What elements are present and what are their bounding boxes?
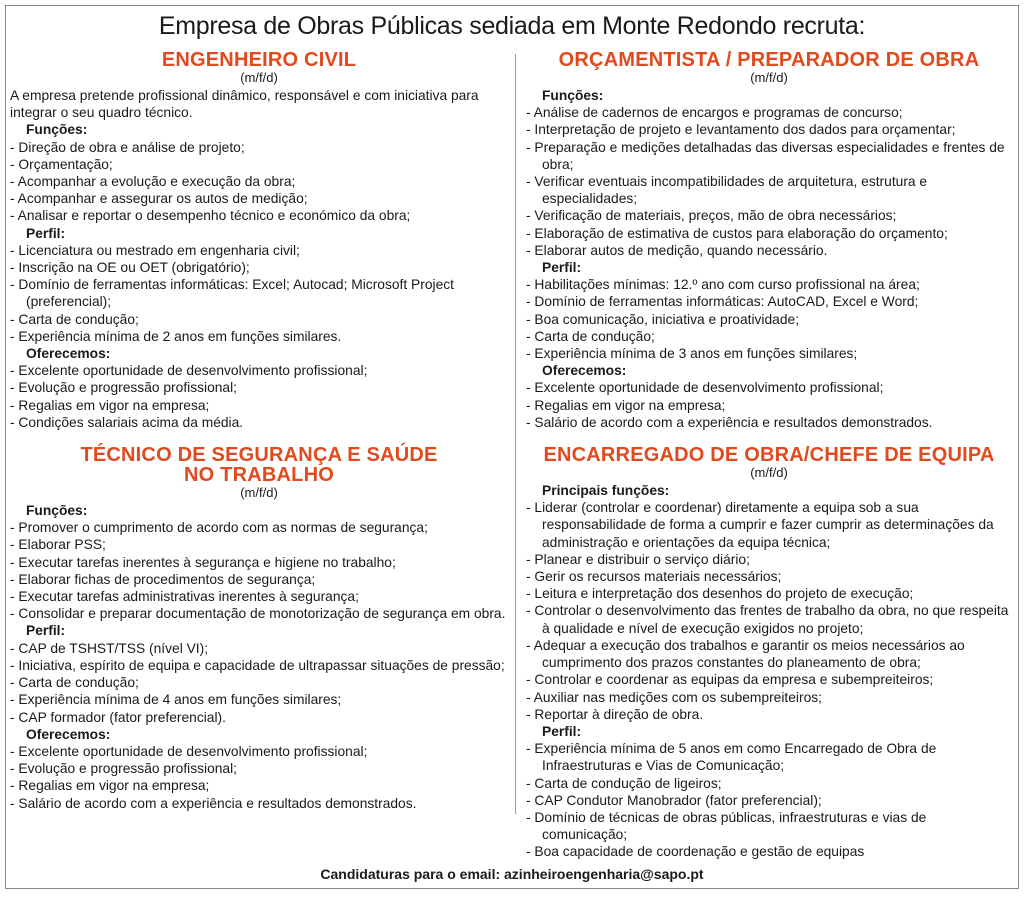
list-item: - Boa capacidade de coordenação e gestão de equipas [526, 844, 865, 860]
list-item: - CAP de TSHST/TSS (nível VI); [10, 640, 209, 656]
list-item: - Controlar e coordenar as equipas da empresa e subempreiteiros; [526, 672, 934, 688]
list-item: - Planear e distribuir o serviço diário; [526, 551, 750, 567]
list-item: - Reportar à direção de obra. [526, 706, 704, 722]
list-item: - Executar tarefas administrativas inerentes à segurança; [10, 589, 359, 605]
list-item: - Orçamentação; [10, 156, 113, 172]
list-item: - Verificação de materiais, preços, mão de obra necessários; [526, 208, 897, 224]
gender-note: (m/f/d) [750, 70, 788, 85]
list-item: - Executar tarefas inerentes à segurança e higiene no trabalho; [10, 554, 396, 570]
list-item: - Liderar (controlar e coordenar) diretamente a equipa sob a sua responsabilidade de forma a cumprir e fazer cumprir as determinações da administração e orientações da equipa técnica; [526, 500, 994, 550]
list-item: - Evolução e progressão profissional; [10, 380, 238, 396]
list-item: - Condições salariais acima da média. [10, 414, 244, 430]
list-item: - Regalias em vigor na empresa; [10, 778, 210, 794]
list-perfil [526, 276, 1012, 362]
list-item: - Excelente oportunidade de desenvolvimento profissional; [10, 743, 368, 759]
list-funcoes [526, 104, 1012, 259]
column-divider [515, 54, 516, 814]
list-item: - Excelente oportunidade de desenvolvimento profissional; [10, 363, 368, 379]
list-item: - Adequar a execução dos trabalhos e garantir os meios necessários ao cumprimento dos prazos constantes do planeamento de obra; [526, 637, 965, 671]
section-funcoes: Funções: [542, 88, 604, 103]
list-item: - Experiência mínima de 4 anos em funções similares; [10, 692, 342, 708]
application-email: Candidaturas para o email: azinheiroengenharia@sapo.pt [320, 866, 704, 882]
section-perfil: Perfil: [542, 723, 582, 739]
list-item: - Promover o cumprimento de acordo com as normas de segurança; [10, 520, 428, 536]
list-oferecemos [10, 362, 508, 431]
list-item: - CAP Condutor Manobrador (fator preferencial); [526, 792, 822, 808]
list-item: - Elaborar fichas de procedimentos de segurança; [10, 571, 316, 587]
list-item: - Inscrição na OE ou OET (obrigatório); [10, 260, 250, 276]
job-orcamentista [526, 50, 1012, 431]
list-perfil [10, 242, 508, 345]
list-item: - Auxiliar nas medições com os subempreiteiros; [526, 689, 822, 705]
list-item: - Carta de condução; [10, 311, 139, 327]
job-title-line1: TÉCNICO DE SEGURANÇA E SAÚDE [80, 444, 438, 467]
list-item: - Regalias em vigor na empresa; [10, 397, 210, 413]
right-column [526, 50, 1012, 862]
list-item: - Análise de cadernos de encargos e programas de concurso; [526, 105, 903, 121]
job-title: ORÇAMENTISTA / PREPARADOR DE OBRA [558, 49, 980, 71]
list-item: - Gerir os recursos materiais necessários; [526, 569, 782, 585]
list-perfil [10, 640, 508, 726]
section-funcoes: Funções: [26, 503, 88, 519]
list-item: - Experiência mínima de 5 anos em como Encarregado de Obra de Infraestruturas e Vias de Comunicação; [526, 741, 937, 774]
job-title-line2: NO TRABALHO [184, 464, 334, 487]
list-item: - Verificar eventuais incompatibilidades de arquitetura, estrutura e especialidades; [526, 174, 928, 207]
list-item: - Salário de acordo com a experiência e resultados demonstrados. [10, 795, 417, 811]
section-funcoes: Funções: [26, 122, 88, 138]
list-item: - Leitura e interpretação dos desenhos do projeto de execução; [526, 586, 914, 602]
list-funcoes [526, 499, 1012, 723]
job-tecnico-seguranca [10, 445, 508, 812]
list-item: - Controlar o desenvolvimento das frentes de trabalho da obra, no que respeita à qualidade e nível de execução exigidos no projeto; [526, 603, 1009, 636]
job-ad-page [5, 5, 1019, 889]
list-item: - Carta de condução; [10, 675, 139, 691]
list-perfil [526, 740, 1012, 860]
list-item: - Elaborar PSS; [10, 537, 106, 553]
section-funcoes: Principais funções: [542, 483, 670, 499]
job-intro: A empresa pretende profissional dinâmico, responsável e com iniciativa para integrar o seu quadro técnico. [10, 88, 479, 121]
gender-note: (m/f/d) [240, 70, 278, 85]
columns [6, 50, 1018, 862]
list-item: - Domínio de ferramentas informáticas: AutoCAD, Excel e Word; [526, 294, 919, 310]
list-item: - Acompanhar e assegurar os autos de medição; [10, 191, 308, 207]
list-oferecemos [526, 379, 1012, 431]
list-item: - Elaborar autos de medição, quando necessário. [526, 242, 828, 258]
list-item: - Iniciativa, espírito de equipa e capacidade de ultrapassar situações de pressão; [10, 657, 505, 673]
job-title: ENGENHEIRO CIVIL [161, 49, 357, 71]
section-oferecemos: Oferecemos: [26, 726, 111, 742]
list-item: - Experiência mínima de 2 anos em funções similares. [10, 328, 342, 344]
list-item: - Carta de condução de ligeiros; [526, 775, 722, 791]
section-perfil: Perfil: [542, 260, 582, 276]
job-title: ENCARREGADO DE OBRA/CHEFE DE EQUIPA [543, 444, 995, 467]
list-oferecemos [10, 743, 508, 812]
list-item: - Carta de condução; [526, 328, 655, 344]
gender-note: (m/f/d) [240, 485, 278, 501]
list-item: - Salário de acordo com a experiência e resultados demonstrados. [526, 414, 933, 430]
list-item: - Preparação e medições detalhadas das diversas especialidades e frentes de obra; [526, 139, 1005, 172]
page-header: Empresa de Obras Públicas sediada em Monte Redondo recruta: [158, 12, 866, 40]
list-item: - Habilitações mínimas: 12.º ano com curso profissional na área; [526, 277, 920, 293]
section-perfil: Perfil: [26, 225, 66, 241]
list-funcoes [10, 139, 508, 225]
section-oferecemos: Oferecemos: [26, 346, 111, 362]
list-item: - Licenciatura ou mestrado em engenharia civil; [10, 242, 300, 258]
list-item: - Interpretação de projeto e levantamento dos dados para orçamentar; [526, 122, 956, 138]
list-funcoes [10, 519, 508, 622]
list-item: - Boa comunicação, iniciativa e proatividade; [526, 311, 800, 327]
section-perfil: Perfil: [26, 623, 66, 639]
list-item: - Elaboração de estimativa de custos para elaboração do orçamento; [526, 225, 948, 241]
gender-note: (m/f/d) [750, 465, 788, 481]
list-item: - Domínio de técnicas de obras públicas, infraestruturas e vias de comunicação; [526, 809, 927, 843]
list-item: - CAP formador (fator preferencial). [10, 709, 226, 725]
list-item: - Evolução e progressão profissional; [10, 761, 238, 777]
job-engenheiro-civil [10, 50, 508, 431]
job-encarregado-obra [526, 445, 1012, 860]
list-item: - Domínio de ferramentas informáticas: Excel; Autocad; Microsoft Project (preferencial); [10, 277, 454, 310]
list-item: - Direção de obra e análise de projeto; [10, 139, 245, 155]
list-item: - Experiência mínima de 3 anos em funções similares; [526, 346, 858, 362]
list-item: - Acompanhar a evolução e execução da obra; [10, 174, 296, 190]
list-item: - Analisar e reportar o desempenho técnico e económico da obra; [10, 208, 411, 224]
left-column [10, 50, 508, 862]
list-item: - Excelente oportunidade de desenvolvimento profissional; [526, 380, 884, 396]
list-item: - Consolidar e preparar documentação de monotorização de segurança em obra. [10, 606, 506, 622]
section-oferecemos: Oferecemos: [542, 363, 627, 379]
list-item: - Regalias em vigor na empresa; [526, 397, 726, 413]
